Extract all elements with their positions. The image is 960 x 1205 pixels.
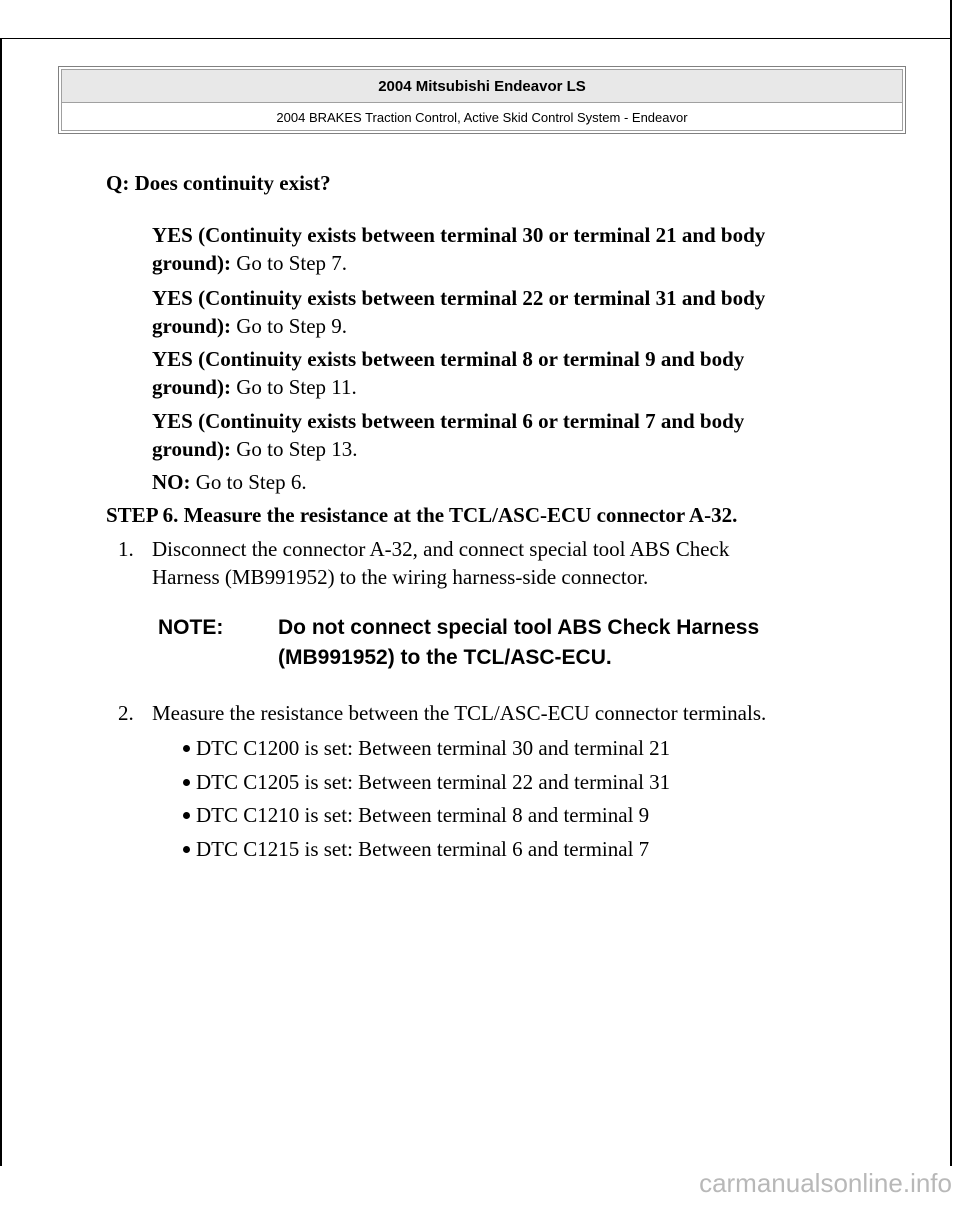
page-frame-right [950,0,952,1166]
no-answer [152,469,307,495]
watermark-text: carmanualsonline.info [699,1168,952,1198]
answer-3-label: ground): [152,375,231,399]
answer-3-action: Go to Step 11. [230,375,357,399]
bullet-text: DTC C1205 is set: Between terminal 22 and terminal 31 [196,770,671,794]
step-6-item-2-number: 2. [118,701,134,725]
step-6-item-2-text: Measure the resistance between the TCL/ASC-ECU connector terminals. [152,701,767,725]
step-6-item-1-line2: Harness (MB991952) to the wiring harness-side connector. [152,565,649,589]
bullet-item [183,802,649,828]
bullet-item [183,769,670,795]
page-frame-top [0,38,952,39]
bullet-icon [183,812,190,819]
note-label: NOTE: [158,616,224,639]
step-6-item-1-line1: Disconnect the connector A-32, and connect special tool ABS Check [152,537,730,561]
answer-1-action: Go to Step 7. [230,251,348,275]
answer-2-label: ground): [152,314,231,338]
note-line2: (MB991952) to the TCL/ASC-ECU. [278,646,612,669]
note-line1: Do not connect special tool ABS Check Harness [278,616,760,639]
answer-4-action: Go to Step 13. [230,437,358,461]
answer-2-action: Go to Step 9. [230,314,348,338]
answer-2-line1: YES (Continuity exists between terminal 22 or terminal 31 and body [152,286,766,310]
bullet-text: DTC C1215 is set: Between terminal 6 and terminal 7 [196,837,650,861]
answer-2-line2 [152,313,347,339]
bullet-icon [183,779,190,786]
question-text: Q: Does continuity exist? [106,171,331,195]
answer-1-label: ground): [152,251,231,275]
bullet-text: DTC C1200 is set: Between terminal 30 and terminal 21 [196,736,671,760]
bullet-icon [183,846,190,853]
answer-1-line2 [152,250,347,276]
answer-3-line1: YES (Continuity exists between terminal 8 or terminal 9 and body [152,347,745,371]
bullet-item [183,836,649,862]
answer-4-line1: YES (Continuity exists between terminal 6 or terminal 7 and body [152,409,745,433]
step-6-title: STEP 6. Measure the resistance at the TCL/ASC-ECU connector A-32. [106,503,738,527]
no-label: NO: [152,470,191,494]
answer-1-line1: YES (Continuity exists between terminal 30 or terminal 21 and body [152,223,766,247]
step-6-item-1-number: 1. [118,537,134,561]
header-subtitle: 2004 BRAKES Traction Control, Active Skid Control System - Endeavor [276,110,688,125]
bullet-icon [183,745,190,752]
bullet-item [183,735,670,761]
bullet-text: DTC C1210 is set: Between terminal 8 and terminal 9 [196,803,650,827]
page-frame-left [0,38,2,1166]
no-action: Go to Step 6. [190,470,307,494]
answer-4-label: ground): [152,437,231,461]
header-title: 2004 Mitsubishi Endeavor LS [62,70,902,103]
answer-3-line2 [152,374,357,400]
answer-4-line2 [152,436,358,462]
document-header [58,66,906,134]
